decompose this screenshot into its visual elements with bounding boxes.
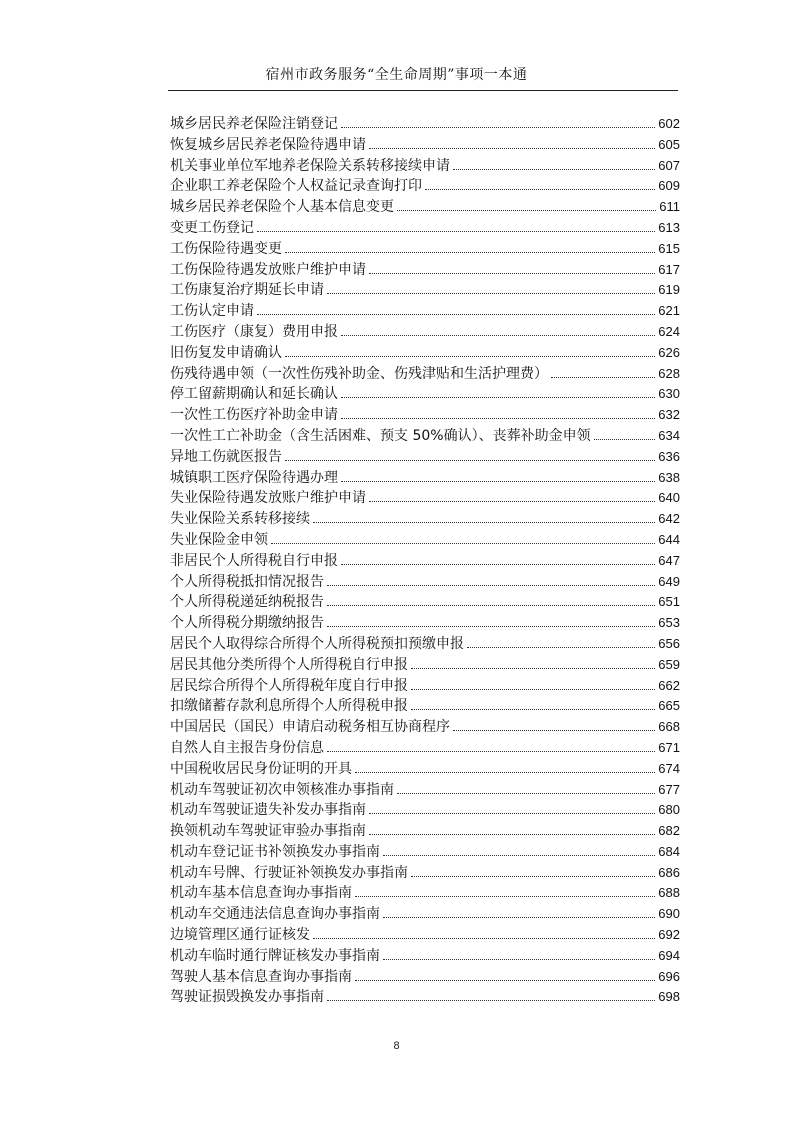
toc-entry-page: 636: [658, 448, 680, 464]
toc-entry-page: 651: [658, 594, 680, 610]
toc-dot-leader: [257, 231, 655, 232]
toc-entry-page: 632: [658, 407, 680, 423]
toc-dot-leader: [327, 1000, 655, 1001]
toc-entry-page: 649: [658, 573, 680, 589]
toc-entry-title: 失业保险金申领: [170, 531, 268, 548]
table-of-contents: [170, 114, 680, 1008]
toc-entry-title: 城乡居民养老保险个人基本信息变更: [170, 199, 394, 216]
toc-entry[interactable]: [170, 488, 680, 509]
toc-entry-page: 647: [658, 552, 680, 568]
toc-entry-title: 扣缴储蓄存款利息所得个人所得税申报: [170, 698, 408, 715]
toc-entry-page: 609: [658, 178, 680, 194]
toc-entry-page: 619: [658, 282, 680, 298]
toc-entry-title: 工伤医疗（康复）费用申报: [170, 323, 338, 340]
toc-dot-leader: [341, 335, 655, 336]
toc-entry-page: 690: [658, 906, 680, 922]
toc-dot-leader: [369, 813, 655, 814]
toc-entry-title: 失业保险关系转移接续: [170, 511, 310, 528]
toc-entry-title: 个人所得税分期缴纳报告: [170, 615, 324, 632]
toc-entry[interactable]: [170, 987, 680, 1008]
toc-dot-leader: [369, 273, 655, 274]
toc-entry[interactable]: [170, 676, 680, 697]
toc-entry-page: 694: [658, 947, 680, 963]
toc-entry-title: 机动车登记证书补领换发办事指南: [170, 843, 380, 860]
toc-dot-leader: [327, 751, 655, 752]
toc-entry-page: 656: [658, 635, 680, 651]
toc-dot-leader: [369, 834, 655, 835]
toc-entry-page: 659: [658, 656, 680, 672]
toc-entry-page: 668: [658, 719, 680, 735]
toc-entry-title: 恢复城乡居民养老保险待遇申请: [170, 136, 366, 153]
toc-entry-page: 692: [658, 927, 680, 943]
toc-entry[interactable]: [170, 405, 680, 426]
toc-dot-leader: [285, 460, 655, 461]
toc-dot-leader: [383, 959, 655, 960]
toc-entry[interactable]: [170, 384, 680, 405]
toc-entry-title: 个人所得税递延纳税报告: [170, 594, 324, 611]
toc-entry[interactable]: [170, 863, 680, 884]
toc-entry-page: 684: [658, 843, 680, 859]
toc-entry-page: 696: [658, 968, 680, 984]
toc-entry-title: 工伤保险待遇变更: [170, 240, 282, 257]
toc-entry[interactable]: [170, 509, 680, 530]
toc-dot-leader: [285, 356, 655, 357]
toc-dot-leader: [285, 252, 655, 253]
toc-entry-title: 居民其他分类所得个人所得税自行申报: [170, 656, 408, 673]
toc-entry-page: 677: [658, 781, 680, 797]
toc-dot-leader: [355, 772, 655, 773]
toc-entry-title: 机动车号牌、行驶证补领换发办事指南: [170, 864, 408, 881]
toc-entry-page: 638: [658, 469, 680, 485]
toc-entry[interactable]: [170, 634, 680, 655]
toc-entry-title: 非居民个人所得税自行申报: [170, 552, 338, 569]
toc-entry[interactable]: [170, 572, 680, 593]
toc-dot-leader: [327, 293, 655, 294]
toc-entry-title: 机动车交通违法信息查询办事指南: [170, 906, 380, 923]
toc-dot-leader: [594, 439, 656, 440]
toc-entry-title: 失业保险待遇发放账户维护申请: [170, 490, 366, 507]
toc-entry[interactable]: [170, 239, 680, 260]
toc-entry-title: 个人所得税抵扣情况报告: [170, 573, 324, 590]
toc-entry-page: 615: [658, 240, 680, 256]
toc-entry[interactable]: [170, 592, 680, 613]
toc-entry[interactable]: [170, 655, 680, 676]
toc-dot-leader: [467, 647, 655, 648]
toc-entry[interactable]: [170, 780, 680, 801]
toc-dot-leader: [411, 668, 655, 669]
toc-entry-title: 工伤康复治疗期延长申请: [170, 282, 324, 299]
toc-entry-title: 一次性工伤医疗补助金申请: [170, 407, 338, 424]
toc-entry-title: 伤残待遇申领（一次性伤残补助金、伤残津贴和生活护理费）: [170, 365, 548, 382]
toc-entry-page: 611: [659, 199, 680, 215]
toc-dot-leader: [327, 585, 655, 586]
toc-entry-page: 617: [658, 261, 680, 277]
toc-entry[interactable]: [170, 176, 680, 197]
toc-entry-page: 653: [658, 615, 680, 631]
toc-entry-title: 工伤保险待遇发放账户维护申请: [170, 261, 366, 278]
toc-entry-title: 城乡居民养老保险注销登记: [170, 116, 338, 132]
toc-entry-page: 698: [658, 989, 680, 1005]
toc-entry[interactable]: [170, 883, 680, 904]
toc-entry-page: 607: [658, 157, 680, 173]
toc-dot-leader: [341, 564, 655, 565]
toc-entry[interactable]: [170, 301, 680, 322]
toc-entry[interactable]: [170, 717, 680, 738]
toc-entry[interactable]: [170, 738, 680, 759]
toc-entry-page: 613: [658, 219, 680, 235]
toc-entry[interactable]: [170, 135, 680, 156]
toc-dot-leader: [383, 855, 655, 856]
toc-entry[interactable]: [170, 156, 680, 177]
toc-entry[interactable]: [170, 468, 680, 489]
toc-entry-title: 自然人自主报告身份信息: [170, 739, 324, 756]
toc-entry-title: 机动车临时通行牌证核发办事指南: [170, 947, 380, 964]
toc-entry-title: 中国税收居民身份证明的开具: [170, 760, 352, 777]
toc-entry-page: 644: [658, 531, 680, 547]
running-header: 宿州市政务服务“全生命周期”事项一本通: [265, 67, 528, 83]
toc-entry[interactable]: [170, 613, 680, 634]
toc-entry-page: 642: [658, 511, 680, 527]
toc-dot-leader: [425, 189, 655, 190]
toc-dot-leader: [355, 980, 655, 981]
toc-entry-page: 624: [658, 323, 680, 339]
toc-entry-title: 企业职工养老保险个人权益记录查询打印: [170, 178, 422, 195]
toc-entry[interactable]: [170, 280, 680, 301]
toc-dot-leader: [341, 397, 655, 398]
toc-dot-leader: [271, 543, 655, 544]
toc-entry-title: 换领机动车驾驶证审验办事指南: [170, 823, 366, 840]
toc-entry-title: 驾驶人基本信息查询办事指南: [170, 968, 352, 985]
page-number: 8: [393, 1040, 400, 1052]
toc-entry-title: 机动车驾驶证遗失补发办事指南: [170, 802, 366, 819]
toc-entry[interactable]: [170, 821, 680, 842]
toc-entry-title: 机动车基本信息查询办事指南: [170, 885, 352, 902]
toc-entry[interactable]: [170, 904, 680, 925]
toc-entry-page: 621: [658, 303, 680, 319]
toc-entry[interactable]: [170, 218, 680, 239]
toc-entry-page: 665: [658, 698, 680, 714]
toc-dot-leader: [257, 314, 655, 315]
toc-entry[interactable]: [170, 800, 680, 821]
toc-entry[interactable]: [170, 530, 680, 551]
toc-entry-page: 686: [658, 864, 680, 880]
toc-entry-title: 停工留薪期确认和延长确认: [170, 386, 338, 403]
toc-entry[interactable]: [170, 260, 680, 281]
toc-dot-leader: [341, 418, 655, 419]
header-rule: [168, 90, 678, 91]
toc-entry[interactable]: [170, 842, 680, 863]
toc-entry-title: 边境管理区通行证核发: [170, 927, 310, 944]
toc-entry-title: 驾驶证损毁换发办事指南: [170, 989, 324, 1006]
toc-entry-page: 628: [658, 365, 680, 381]
toc-dot-leader: [313, 522, 655, 523]
toc-entry-page: 662: [658, 677, 680, 693]
toc-entry[interactable]: [170, 759, 680, 780]
toc-dot-leader: [397, 210, 656, 211]
toc-entry[interactable]: [170, 447, 680, 468]
toc-entry[interactable]: [170, 967, 680, 988]
toc-dot-leader: [369, 501, 655, 502]
toc-entry-title: 变更工伤登记: [170, 219, 254, 236]
toc-entry-title: 一次性工亡补助金（含生活困难、预支 50%确认）、丧葬补助金申领: [170, 427, 591, 444]
toc-entry-title: 居民综合所得个人所得税年度自行申报: [170, 677, 408, 694]
toc-entry[interactable]: [170, 197, 680, 218]
toc-entry-title: 居民个人取得综合所得个人所得税预扣预缴申报: [170, 635, 464, 652]
toc-entry-page: 680: [658, 802, 680, 818]
toc-dot-leader: [341, 127, 655, 128]
toc-entry-page: 682: [658, 823, 680, 839]
toc-entry-page: 605: [658, 136, 680, 152]
toc-entry-title: 旧伤复发申请确认: [170, 344, 282, 361]
toc-entry-title: 机动车驾驶证初次申领核准办事指南: [170, 781, 394, 798]
toc-dot-leader: [383, 917, 655, 918]
toc-dot-leader: [355, 896, 655, 897]
toc-dot-leader: [551, 377, 655, 378]
toc-entry[interactable]: [170, 551, 680, 572]
toc-dot-leader: [369, 148, 655, 149]
toc-entry[interactable]: [170, 696, 680, 717]
toc-entry-page: 602: [658, 116, 680, 131]
toc-entry-page: 674: [658, 760, 680, 776]
toc-entry[interactable]: [170, 364, 680, 385]
toc-dot-leader: [341, 481, 655, 482]
toc-dot-leader: [453, 169, 655, 170]
toc-entry-page: 671: [658, 739, 680, 755]
toc-dot-leader: [327, 626, 655, 627]
toc-entry-title: 异地工伤就医报告: [170, 448, 282, 465]
toc-entry-title: 城镇职工医疗保险待遇办理: [170, 469, 338, 486]
toc-dot-leader: [327, 605, 655, 606]
toc-entry[interactable]: [170, 114, 680, 135]
toc-entry-title: 中国居民（国民）申请启动税务相互协商程序: [170, 719, 450, 736]
toc-dot-leader: [411, 709, 655, 710]
toc-entry-title: 机关事业单位军地养老保险关系转移接续申请: [170, 157, 450, 174]
toc-dot-leader: [411, 876, 655, 877]
toc-entry-page: 640: [658, 490, 680, 506]
toc-entry[interactable]: [170, 426, 680, 447]
toc-entry-page: 626: [658, 344, 680, 360]
toc-entry-page: 688: [658, 885, 680, 901]
toc-dot-leader: [397, 793, 655, 794]
toc-entry[interactable]: [170, 946, 680, 967]
toc-entry[interactable]: [170, 343, 680, 364]
toc-entry[interactable]: [170, 925, 680, 946]
toc-entry-title: 工伤认定申请: [170, 303, 254, 320]
toc-dot-leader: [411, 689, 655, 690]
toc-entry-page: 634: [658, 427, 680, 443]
toc-dot-leader: [453, 730, 655, 731]
toc-dot-leader: [313, 938, 655, 939]
toc-entry-page: 630: [658, 386, 680, 402]
toc-entry[interactable]: [170, 322, 680, 343]
